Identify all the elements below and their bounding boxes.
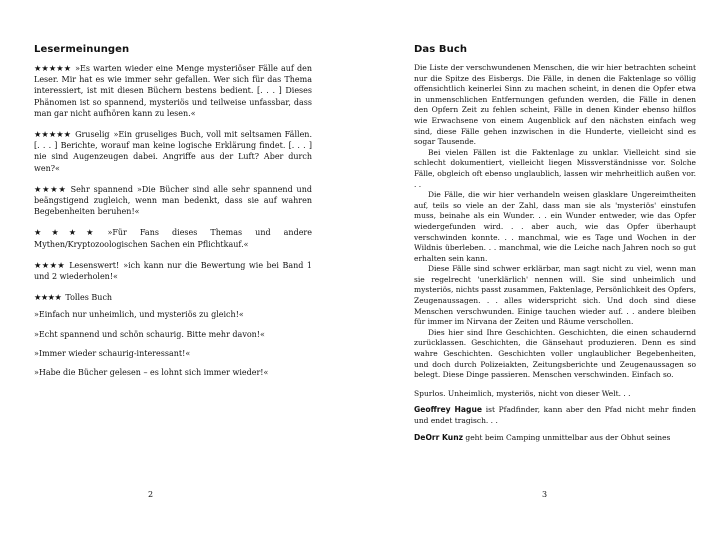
- quote-item: »Echt spannend und schön schaurig. Bitte mehr davon!«: [34, 329, 265, 339]
- review-title: Sehr spannend: [70, 184, 133, 194]
- page-number: 2: [148, 490, 154, 499]
- star-rating: ★★★★: [34, 292, 62, 303]
- page-number: 3: [542, 490, 548, 499]
- quote-item: »Immer wieder schaurig-interessant!«: [34, 348, 191, 358]
- author-text: ist Pfadfinder, kann aber den Pfad nicht mehr finden und endet tragisch. . .: [414, 405, 696, 425]
- review-item: [34, 227, 312, 249]
- author-entry: [414, 405, 696, 426]
- author-name: Geoffrey Hague: [414, 405, 483, 415]
- review-text: »ich kann nur die Bewertung wie bei Band 1 und 2 wiederholen!«: [34, 260, 312, 282]
- review-item: [34, 260, 312, 282]
- review-item: [34, 129, 312, 174]
- author-entry: [414, 433, 696, 444]
- review-text: »Ein gruseliges Buch, voll mit seltsamen Fällen. [. . . ] Berichte, worauf man keine logische Erklärung findet. [. . . ] nie sind Augenzeugen dabei. Angriffe aus der Luft? Aber durch wen?«: [34, 130, 312, 173]
- star-rating: ★★★★: [34, 259, 66, 270]
- star-rating: ★★★★: [34, 183, 67, 194]
- review-title: Lesenswert!: [69, 260, 120, 270]
- review-title: Tolles Buch: [65, 293, 113, 303]
- paragraph: Dies hier sind Ihre Geschichten. Geschichten, die einen schaudernd zurücklassen. Geschichten, die Gänsehaut produzieren. Denn es sind wahre Geschichten. Geschichten voller unglaublicher Begebenheiten, und doch durch Polizeiakten, Zeitungsberichte und Zeugenaussagen so belegt. Diese Dinge passieren. Menschen verschwinden. Einfach so.: [414, 327, 696, 380]
- reader-reviews-section: [34, 44, 312, 386]
- review-item: [34, 63, 312, 119]
- star-rating: ★★★★: [34, 227, 104, 238]
- quote-item: »Einfach nur unheimlich, und mysteriös zu gleich!«: [34, 310, 244, 320]
- review-text: »Die Bücher sind alle sehr spannend und beängstigend zugleich, wenn man bedenkt, dass sie auf wahren Begebenheiten beruhen!«: [34, 184, 312, 217]
- book-description-section: [414, 44, 696, 443]
- book-heading: Das Buch: [414, 44, 468, 55]
- paragraph: Die Fälle, die wir hier verhandeln weisen glasklare Ungereimtheiten auf, teils so viele an der Zahl, dass man sie als 'mysteriös' einstufen muss, beinahe als ein Wunder. . . ein Wunder entweder, wie das Opfer wiedergefunden wird. . . aber auch, wie das Opfer überhaupt verschwinden konnte. . . manchmal, wie es Tage und Wochen in der Wildnis überleben. . . manchmal, wie die Leiche nach Jahren noch so gut erhalten sein kann.: [414, 190, 696, 263]
- paragraph: Bei vielen Fällen ist die Faktenlage zu unklar. Vielleicht sind sie schlecht dokumentiert, vielleicht liegen Missverständnisse vor. Solche Fälle, obgleich oft ebenso unglaublich, lassen wir mehrheitlich außen vor. . .: [414, 147, 696, 189]
- author-name: DeOrr Kunz: [414, 432, 464, 442]
- review-item: [34, 292, 312, 303]
- author-text: geht beim Camping unmittelbar aus der Obhut seines: [463, 432, 671, 442]
- review-text: »Es warten wieder eine Menge mysteriöser Fälle auf den Leser. Mir hat es wie immer sehr gefallen. Wer sich für das Thema interessiert, ist mit diesen Büchern bestens bedient. [. . . ] Dieses Phänomen ist so spannend, mysteriös und teilweise unfassbar, dass man gar nicht aufhören kann zu lesen.«: [34, 64, 313, 118]
- right-page: [360, 0, 720, 540]
- quote-item: »Habe die Bücher gelesen – es lohnt sich immer wieder!«: [34, 368, 269, 378]
- review-item: [34, 184, 312, 218]
- reviews-heading: Lesermeinungen: [34, 44, 130, 55]
- star-rating: ★★★★★: [34, 63, 72, 73]
- review-text: »Für Fans dieses Themas und andere Mythen/Kryptozoologischen Sachen ein Pflichtkauf.«: [34, 228, 312, 249]
- review-title: Gruselig: [75, 130, 110, 140]
- paragraph: Die Liste der verschwundenen Menschen, die wir hier betrachten scheint nur die Spitze des Eisbergs. Die Fälle, in denen die Faktenlage so völlig offensichtlich keinerlei Sinn zu machen scheint, in denen die Opfer etwa in unmenschlichen Entfernungen gefunden werden, die Fälle in denen den Opfern Zeit zu fehlen scheint, Fälle in denen Kinder ebenso hilflos wie Erwachsene von einem Augenblick auf den nächsten einfach weg sind, diese Fälle gehen inzwischen in die Hunderte, vielleicht sind es sogar Tausende.: [414, 63, 696, 147]
- paragraph: Diese Fälle sind schwer erklärbar, man sagt nicht zu viel, wenn man sie regelrecht 'unerklärlich' nennen will. Sie sind unheimlich und mysteriös, nichts passt zusammen, Faktenlage, Persönlichkeit des Opfers, Zeugenaussagen. . . alles widerspricht sich. Und doch sind diese Menschen verschwunden. Einige tauchen wieder auf. . . andere bleiben für immer im Nirvana der Zeiten und Räume verschollen.: [414, 264, 696, 327]
- tagline: Spurlos. Unheimlich, mysteriös, nicht von dieser Welt. . .: [414, 388, 631, 398]
- star-rating: ★★★★★: [34, 129, 72, 140]
